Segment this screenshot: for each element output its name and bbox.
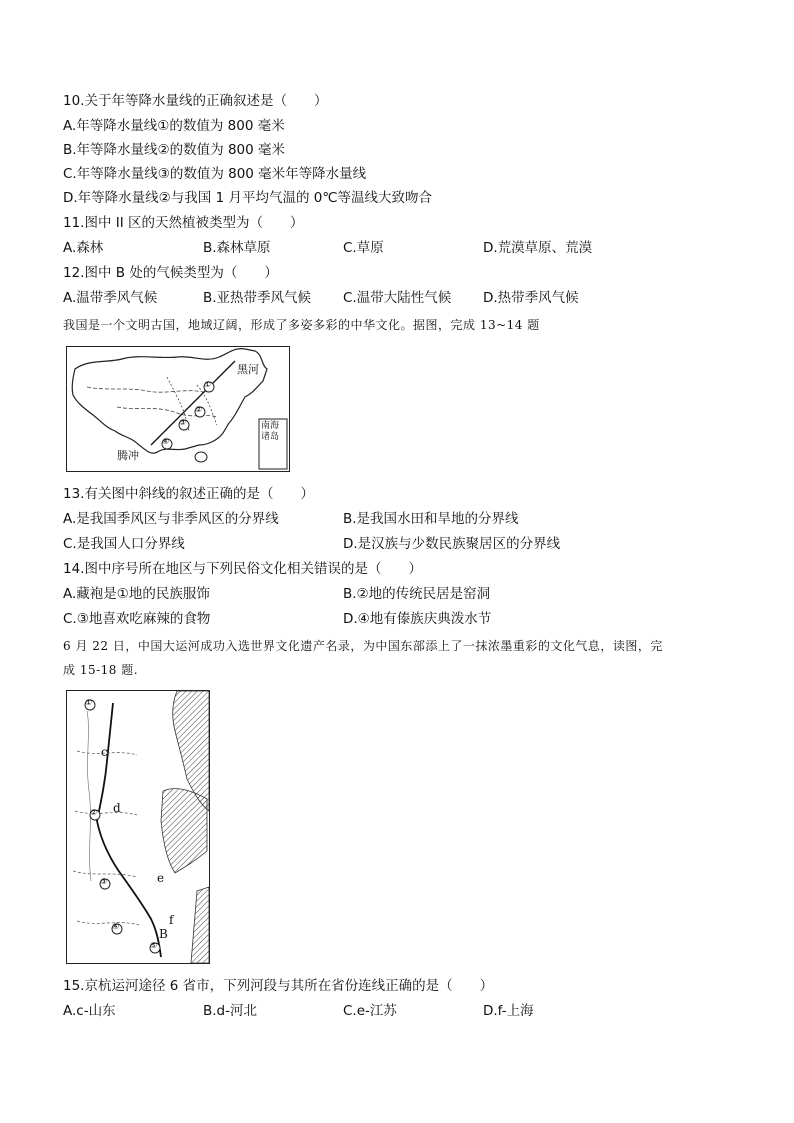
marker-1: ①	[204, 380, 212, 389]
marker-2: ②	[195, 405, 203, 414]
q10-stem: 10.关于年等降水量线的正确叙述是（ ）	[63, 93, 328, 109]
label-heihe: 黑河	[237, 363, 259, 376]
q15-option-a: A.c-山东	[63, 1003, 116, 1019]
q11-stem: 11.图中 II 区的天然植被类型为（ ）	[63, 215, 304, 231]
grand-canal-route	[97, 703, 161, 957]
q14-option-c: C.③地喜欢吃麻辣的食物	[63, 611, 211, 627]
grand-canal-map-figure	[66, 690, 210, 964]
q11-option-c: C.草原	[343, 240, 384, 256]
q11-option-a: A.森林	[63, 240, 104, 256]
canal-marker-1: ①	[85, 698, 93, 707]
canal-marker-2: ②	[90, 808, 98, 817]
q12-option-b: B.亚热带季风气候	[203, 290, 312, 306]
q11-option-b: B.森林草原	[203, 240, 271, 256]
canal-marker-5: ⑤	[150, 941, 158, 950]
heihe-tengchong-line	[151, 361, 235, 445]
marker-3: ③	[179, 418, 187, 427]
label-nanhai-islands: 南海诸岛	[261, 421, 280, 442]
q10-option-a: A.年等降水量线①的数值为 800 毫米	[63, 118, 285, 134]
q12-stem: 12.图中 B 处的气候类型为（ ）	[63, 265, 278, 281]
passage-intro-15-18-line2: 成 15-18 题.	[63, 663, 139, 677]
marker-4: ④	[162, 437, 170, 446]
q10-option-d: D.年等降水量线②与我国 1 月平均气温的 0℃等温线大致吻合	[63, 190, 433, 206]
canal-label-c: c	[101, 745, 108, 759]
canal-label-d: d	[113, 801, 121, 815]
q13-option-c: C.是我国人口分界线	[63, 536, 185, 552]
canal-label-e: e	[157, 871, 165, 885]
q12-option-a: A.温带季风气候	[63, 290, 158, 306]
q13-option-a: A.是我国季风区与非季风区的分界线	[63, 511, 279, 527]
q13-stem: 13.有关图中斜线的叙述正确的是（ ）	[63, 486, 314, 502]
q10-option-b: B.年等降水量线②的数值为 800 毫米	[63, 142, 286, 158]
canal-label-f: f	[169, 913, 174, 927]
passage-intro-15-18-line1: 6 月 22 日，中国大运河成功入选世界文化遗产名录，为中国东部添上了一抹浓墨重彩的文化气息，读图，完	[63, 639, 663, 653]
passage-intro-13-14: 我国是一个文明古国，地域辽阔，形成了多姿多彩的中华文化。据图，完成 13~14 题	[63, 318, 540, 332]
q10-option-c: C.年等降水量线③的数值为 800 毫米年等降水量线	[63, 166, 367, 182]
q14-option-b: B.②地的传统民居是窑洞	[343, 586, 491, 602]
grand-canal-map-drawing	[67, 691, 209, 963]
q12-option-d: D.热带季风气候	[483, 290, 579, 306]
q15-option-d: D.f-上海	[483, 1003, 534, 1019]
q14-stem: 14.图中序号所在地区与下列民俗文化相关错误的是（ ）	[63, 561, 422, 577]
label-tengchong: 腾冲	[117, 449, 139, 462]
q15-option-b: B.d-河北	[203, 1003, 257, 1019]
q13-option-d: D.是汉族与少数民族聚居区的分界线	[343, 536, 561, 552]
canal-marker-4: ④	[112, 922, 120, 931]
q13-option-b: B.是我国水田和旱地的分界线	[343, 511, 519, 527]
china-map-figure	[66, 346, 290, 472]
canal-marker-3: ③	[100, 877, 108, 886]
q15-option-c: C.e-江苏	[343, 1003, 397, 1019]
canal-label-B: B	[159, 927, 168, 941]
q14-option-d: D.④地有傣族庆典泼水节	[343, 611, 492, 627]
q14-option-a: A.藏袍是①地的民族服饰	[63, 586, 210, 602]
q12-option-c: C.温带大陆性气候	[343, 290, 452, 306]
q15-stem: 15.京杭运河途径 6 省市，下列河段与其所在省份连线正确的是（ ）	[63, 978, 494, 994]
q11-option-d: D.荒漠草原、荒漠	[483, 240, 593, 256]
